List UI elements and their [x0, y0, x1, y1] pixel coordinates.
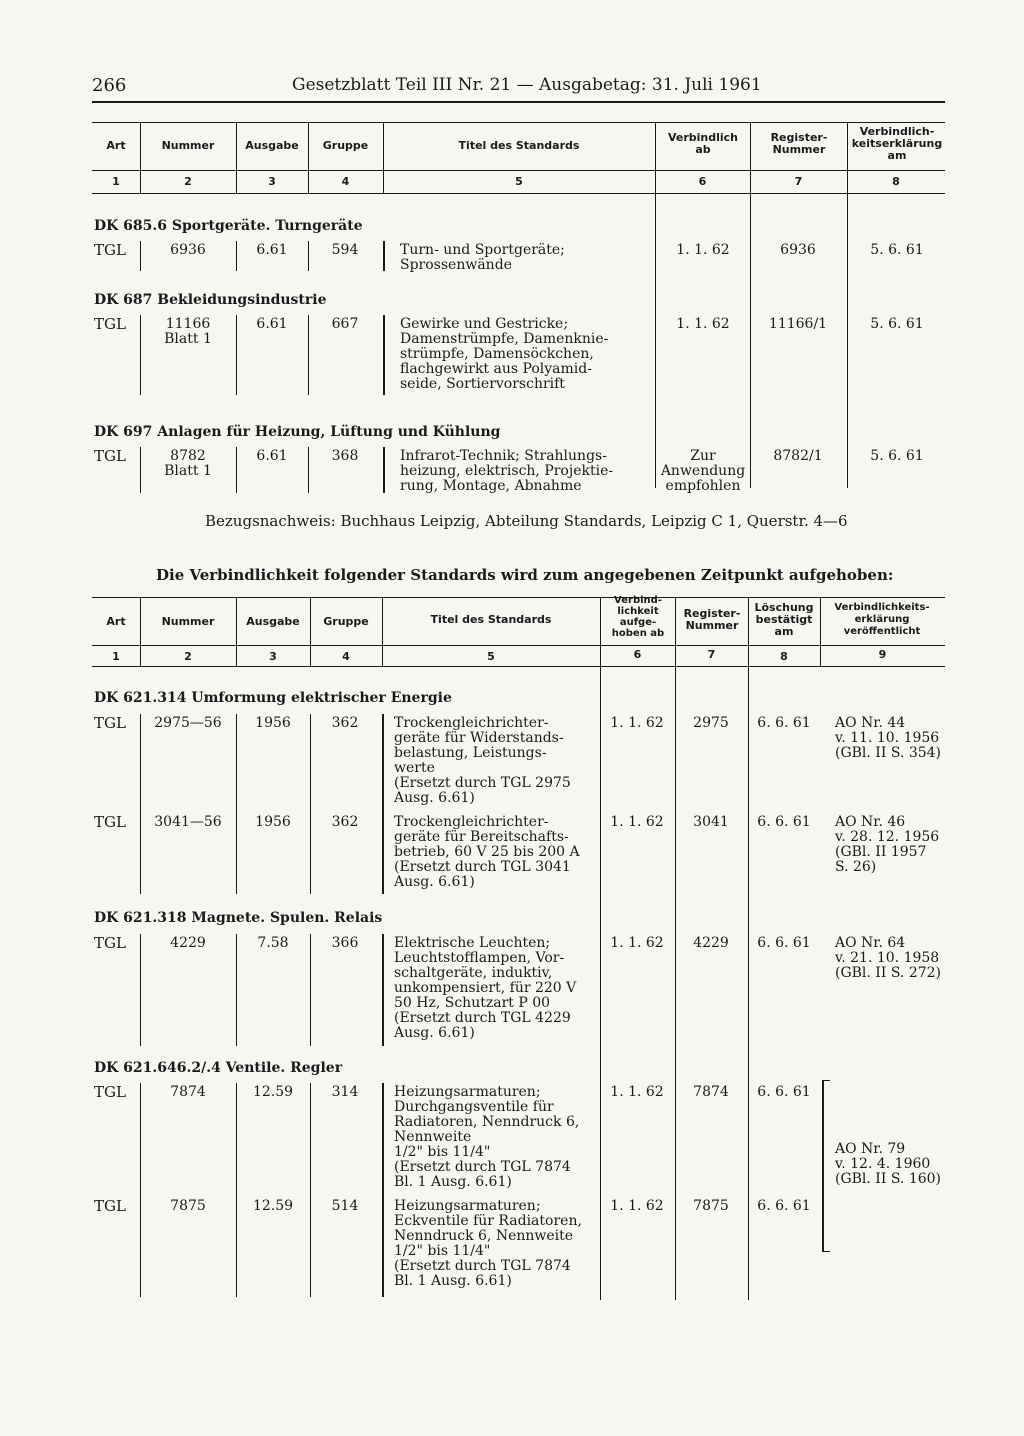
table1-col-number: 8 [892, 175, 900, 188]
row-divider [310, 714, 311, 894]
table2-divider [600, 597, 601, 1300]
nummer-cell: 7875 [170, 1198, 206, 1214]
header-rule [92, 101, 945, 103]
nummer-cell: 7874 [170, 1084, 206, 1100]
verbindlich-cell: 1. 1. 62 [676, 316, 730, 332]
register-cell: 7875 [693, 1198, 729, 1214]
table1-col-number: 3 [268, 175, 276, 188]
table2-col-header: Ausgabe [246, 615, 300, 628]
row-divider [236, 315, 237, 395]
table2-col-header: Nummer [161, 615, 215, 628]
row-divider [383, 315, 385, 395]
register-cell: 3041 [693, 814, 729, 830]
art-cell: TGL [94, 1083, 126, 1101]
table2-col-header: Titel des Standards [430, 613, 552, 626]
verbindlich-cell: 1. 1. 62 [676, 242, 730, 258]
aufgehoben-cell: 1. 1. 62 [610, 715, 664, 731]
erklaerung-cell: 5. 6. 61 [870, 316, 924, 332]
gruppe-cell: 314 [331, 1084, 359, 1100]
art-cell: TGL [94, 813, 126, 831]
gruppe-cell: 366 [331, 935, 359, 951]
table2-col-header: Register-Nummer [683, 607, 741, 632]
ausgabe-cell: 6.61 [256, 448, 288, 464]
row-divider [310, 934, 311, 1046]
group-heading: DK 621.314 Umformung elektrischer Energie [94, 690, 452, 706]
row-divider [308, 315, 309, 395]
gruppe-cell: 514 [331, 1198, 359, 1214]
section-heading: Die Verbindlichkeit folgender Standards wird zum angegebenen Zeitpunkt aufgehoben: [156, 566, 894, 584]
veroeffentlicht-cell: AO Nr. 79 v. 12. 4. 1960 (GBl. II S. 160) [835, 1141, 941, 1187]
loeschung-cell: 6. 6. 61 [757, 814, 811, 830]
table2-colnum-rule [92, 666, 945, 667]
row-divider [236, 241, 237, 271]
loeschung-cell: 6. 6. 61 [757, 715, 811, 731]
verbindlich-cell: Zur Anwendung empfohlen [660, 448, 746, 494]
gruppe-cell: 362 [331, 814, 359, 830]
titel-cell: Infrarot-Technik; Strahlungs- heizung, elektrisch, Projektie- rung, Montage, Abnahme [400, 448, 614, 494]
register-cell: 2975 [693, 715, 729, 731]
table2-col-number: 3 [269, 650, 277, 663]
ausgabe-cell: 6.61 [256, 316, 288, 332]
ausgabe-cell: 6.61 [256, 242, 288, 258]
row-divider [140, 1083, 141, 1297]
titel-cell: Heizungsarmaturen; Eckventile für Radiatoren, Nenndruck 6, Nennweite 1/2" bis 11/4" (Ersetzt durch TGL 7874 Bl. 1 Ausg. 6.61) [394, 1198, 582, 1289]
row-divider [382, 714, 384, 894]
nummer-cell: 4229 [170, 935, 206, 951]
page-number: 266 [92, 75, 127, 96]
table2-col-header: Löschung bestätigt am [754, 601, 814, 638]
nummer-cell: 3041—56 [154, 814, 222, 830]
row-divider [308, 447, 309, 493]
gruppe-cell: 362 [331, 715, 359, 731]
reference-note: Bezugsnachweis: Buchhaus Leipzig, Abteilung Standards, Leipzig C 1, Querstr. 4—6 [205, 512, 848, 530]
register-cell: 11166/1 [768, 316, 828, 332]
titel-cell: Elektrische Leuchten; Leuchtstofflampen, Vor- schaltgeräte, induktiv, unkompensiert, für 220 V 50 Hz, Schutzart P 00 (Ersetzt durch TGL 4229 Ausg. 6.61) [394, 935, 577, 1041]
table2-col-number: 5 [487, 650, 495, 663]
register-cell: 6936 [780, 242, 816, 258]
page-title: Gesetzblatt Teil III Nr. 21 — Ausgabetag: 31. Juli 1961 [292, 75, 762, 95]
table2-col-number: 7 [707, 648, 716, 661]
aufgehoben-cell: 1. 1. 62 [610, 1084, 664, 1100]
veroeffentlicht-cell: AO Nr. 44 v. 11. 10. 1956 (GBl. II S. 354) [835, 715, 941, 761]
group-heading: DK 687 Bekleidungsindustrie [94, 292, 327, 308]
loeschung-cell: 6. 6. 61 [757, 1084, 811, 1100]
nummer-cell: 8782 Blatt 1 [164, 448, 212, 479]
row-divider [382, 934, 384, 1046]
aufgehoben-cell: 1. 1. 62 [610, 814, 664, 830]
row-divider [140, 934, 141, 1046]
loeschung-cell: 6. 6. 61 [757, 935, 811, 951]
group-heading: DK 621.646.2/.4 Ventile. Regler [94, 1060, 343, 1076]
table2-col-header: Gruppe [323, 615, 369, 628]
brace-bracket [822, 1080, 830, 1252]
art-cell: TGL [94, 714, 126, 732]
table2-col-number: 2 [184, 650, 192, 663]
table1-colnum-rule [92, 193, 945, 194]
table1-col-header: Verbindlich-keitserklärung am [851, 125, 943, 162]
table1-col-header: Nummer [161, 139, 215, 152]
titel-cell: Turn- und Sportgeräte; Sprossenwände [400, 242, 565, 273]
nummer-cell: 11166 Blatt 1 [164, 316, 212, 347]
table2-col-header: Art [106, 615, 126, 628]
table2-col-number: 4 [342, 650, 350, 663]
veroeffentlicht-cell: AO Nr. 46 v. 28. 12. 1956 (GBl. II 1957 S. 26) [835, 814, 940, 875]
table1-col-number: 6 [698, 175, 707, 188]
ausgabe-cell: 1956 [255, 814, 291, 830]
table2-col-number: 9 [878, 648, 887, 661]
art-cell: TGL [94, 447, 126, 465]
art-cell: TGL [94, 1197, 126, 1215]
titel-cell: Trockengleichrichter- geräte für Widerstands- belastung, Leistungs- werte (Ersetzt durch TGL 2975 Ausg. 6.61) [394, 715, 571, 806]
row-divider [140, 714, 141, 894]
titel-cell: Gewirke und Gestricke; Damenstrümpfe, Damenknie- strümpfe, Damensöckchen, flachgewirkt aus Polyamid- seide, Sortiervorschrift [400, 316, 609, 392]
group-heading: DK 697 Anlagen für Heizung, Lüftung und Kühlung [94, 424, 501, 440]
loeschung-cell: 6. 6. 61 [757, 1198, 811, 1214]
erklaerung-cell: 5. 6. 61 [870, 448, 924, 464]
table1-col-header: Verbindlich ab [667, 131, 739, 156]
art-cell: TGL [94, 241, 126, 259]
row-divider [308, 241, 309, 271]
row-divider [236, 714, 237, 894]
group-heading: DK 685.6 Sportgeräte. Turngeräte [94, 218, 363, 234]
row-divider [236, 1083, 237, 1297]
table1-col-number: 5 [515, 175, 523, 188]
table2-col-header: Verbind-lichkeit aufge-hoben ab [611, 595, 665, 639]
table1-col-number: 1 [112, 175, 120, 188]
ausgabe-cell: 12.59 [252, 1084, 294, 1100]
row-divider [383, 447, 385, 493]
table2-col-number: 1 [112, 650, 120, 663]
table1-top-rule [92, 122, 945, 123]
table2-header-rule [92, 645, 945, 646]
table1-col-header: Gruppe [322, 139, 369, 152]
table1-col-header: Art [106, 139, 126, 152]
table1-header-rule [92, 170, 945, 171]
table2-col-header: Verbindlichkeits-erklärung veröffentlicht [834, 602, 930, 637]
gruppe-cell: 667 [331, 316, 359, 332]
art-cell: TGL [94, 934, 126, 952]
table2-top-rule [92, 597, 945, 598]
ausgabe-cell: 12.59 [252, 1198, 294, 1214]
row-divider [140, 315, 141, 395]
titel-cell: Heizungsarmaturen; Durchgangsventile für Radiatoren, Nenndruck 6, Nennweite 1/2" bis 11/4" (Ersetzt durch TGL 7874 Bl. 1 Ausg. 6.61) [394, 1084, 580, 1190]
group-heading: DK 621.318 Magnete. Spulen. Relais [94, 910, 383, 926]
table2-divider [748, 597, 749, 1300]
table1-col-number: 2 [184, 175, 192, 188]
table1-col-number: 4 [341, 175, 350, 188]
veroeffentlicht-cell: AO Nr. 64 v. 21. 10. 1958 (GBl. II S. 272) [835, 935, 941, 981]
aufgehoben-cell: 1. 1. 62 [610, 935, 664, 951]
row-divider [236, 934, 237, 1046]
table1-col-header: Ausgabe [245, 139, 299, 152]
row-divider [140, 241, 141, 271]
titel-cell: Trockengleichrichter- geräte für Bereitschafts- betrieb, 60 V 25 bis 200 A (Ersetzt durch TGL 3041 Ausg. 6.61) [394, 814, 580, 890]
erklaerung-cell: 5. 6. 61 [870, 242, 924, 258]
register-cell: 4229 [693, 935, 729, 951]
nummer-cell: 6936 [170, 242, 206, 258]
gruppe-cell: 594 [331, 242, 359, 258]
row-divider [140, 447, 141, 493]
register-cell: 7874 [693, 1084, 729, 1100]
table2-divider [675, 597, 676, 1300]
row-divider [310, 1083, 311, 1297]
table2-col-number: 8 [780, 650, 788, 663]
table1-col-header: Titel des Standards [458, 139, 580, 152]
ausgabe-cell: 1956 [255, 715, 291, 731]
table1-col-header: Register-Nummer [770, 131, 828, 156]
row-divider [236, 447, 237, 493]
gruppe-cell: 368 [331, 448, 359, 464]
ausgabe-cell: 7.58 [257, 935, 289, 951]
register-cell: 8782/1 [773, 448, 823, 464]
nummer-cell: 2975—56 [154, 715, 222, 731]
row-divider [383, 241, 385, 271]
art-cell: TGL [94, 315, 126, 333]
aufgehoben-cell: 1. 1. 62 [610, 1198, 664, 1214]
table1-col-number: 7 [794, 175, 803, 188]
table2-col-number: 6 [633, 648, 642, 661]
row-divider [382, 1083, 384, 1297]
